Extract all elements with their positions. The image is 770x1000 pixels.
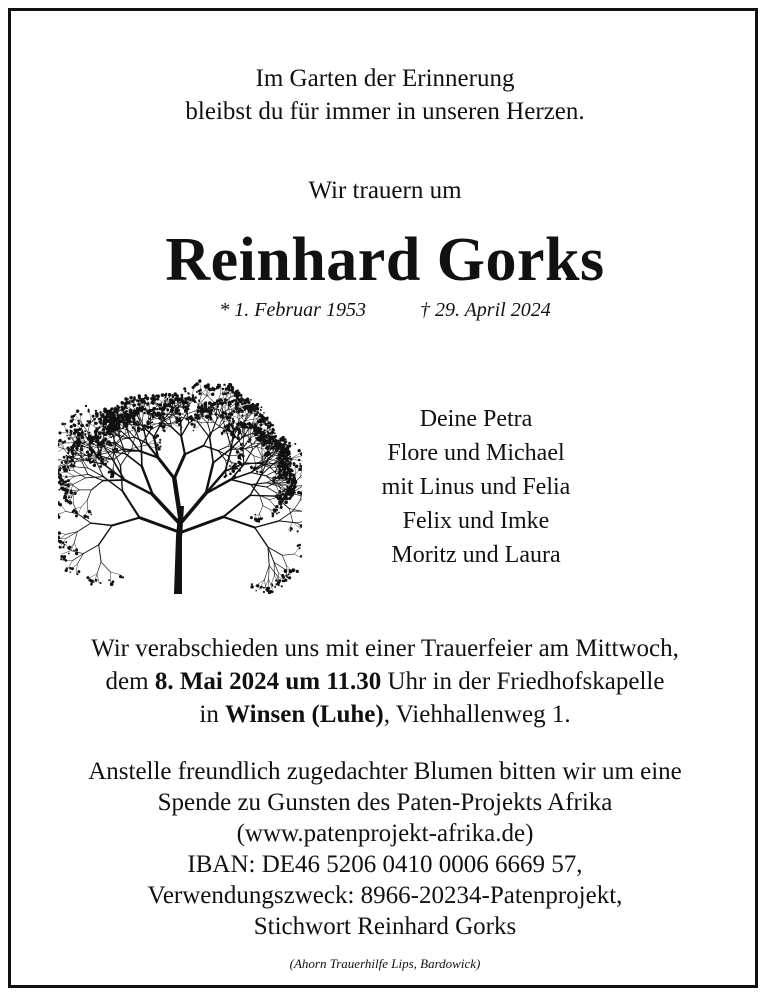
donation-request — [0, 756, 770, 942]
life-dates — [0, 296, 770, 324]
family-line: mit Linus und Felia — [381, 474, 571, 500]
donation-line: Verwendungszweck: 8966-20234-Patenprojekt, — [147, 882, 623, 909]
service-date-time: 8. Mai 2024 um 11.30 — [154, 668, 382, 695]
tree-icon — [58, 366, 302, 594]
service-line-2 — [0, 665, 770, 698]
service-text: in — [199, 701, 226, 728]
family-list — [346, 402, 606, 572]
donation-line: Stichwort Reinhard Gorks — [253, 913, 517, 940]
service-text: , Viehhallenweg 1. — [383, 701, 571, 728]
donation-line: Spende zu Gunsten des Paten-Projekts Afrika — [157, 789, 613, 816]
family-line: Flore und Michael — [387, 440, 565, 466]
mourning-line: Wir trauern um — [308, 177, 462, 204]
donation-line: (www.patenprojekt-afrika.de) — [236, 820, 534, 847]
donation-line: Anstelle freundlich zugedachter Blumen bitten wir um eine — [88, 758, 682, 785]
family-line: Felix und Imke — [402, 508, 550, 534]
motto-line-1: Im Garten der Erinnerung — [255, 65, 515, 92]
service-place: Winsen (Luhe) — [225, 701, 384, 728]
service-text: Uhr in der Friedhofskapelle — [381, 668, 665, 695]
motto — [0, 62, 770, 128]
death-date: † 29. April 2024 — [419, 299, 551, 321]
service-text: dem — [105, 668, 155, 695]
donation-line: IBAN: DE46 5206 0410 0006 6669 57, — [187, 851, 583, 878]
family-line: Moritz und Laura — [391, 542, 561, 568]
birth-date: * 1. Februar 1953 — [219, 299, 366, 321]
service-line-3 — [0, 698, 770, 731]
motto-line-2: bleibst du für immer in unseren Herzen. — [185, 98, 585, 125]
service-line-1: Wir verabschieden uns mit einer Trauerfeier am Mittwoch, — [91, 635, 679, 662]
funeral-home-credit: (Ahorn Trauerhilfe Lips, Bardowick) — [289, 956, 481, 971]
service-announcement — [0, 632, 770, 731]
deceased-name: Reinhard Gorks — [165, 226, 605, 294]
family-line: Deine Petra — [419, 406, 533, 432]
